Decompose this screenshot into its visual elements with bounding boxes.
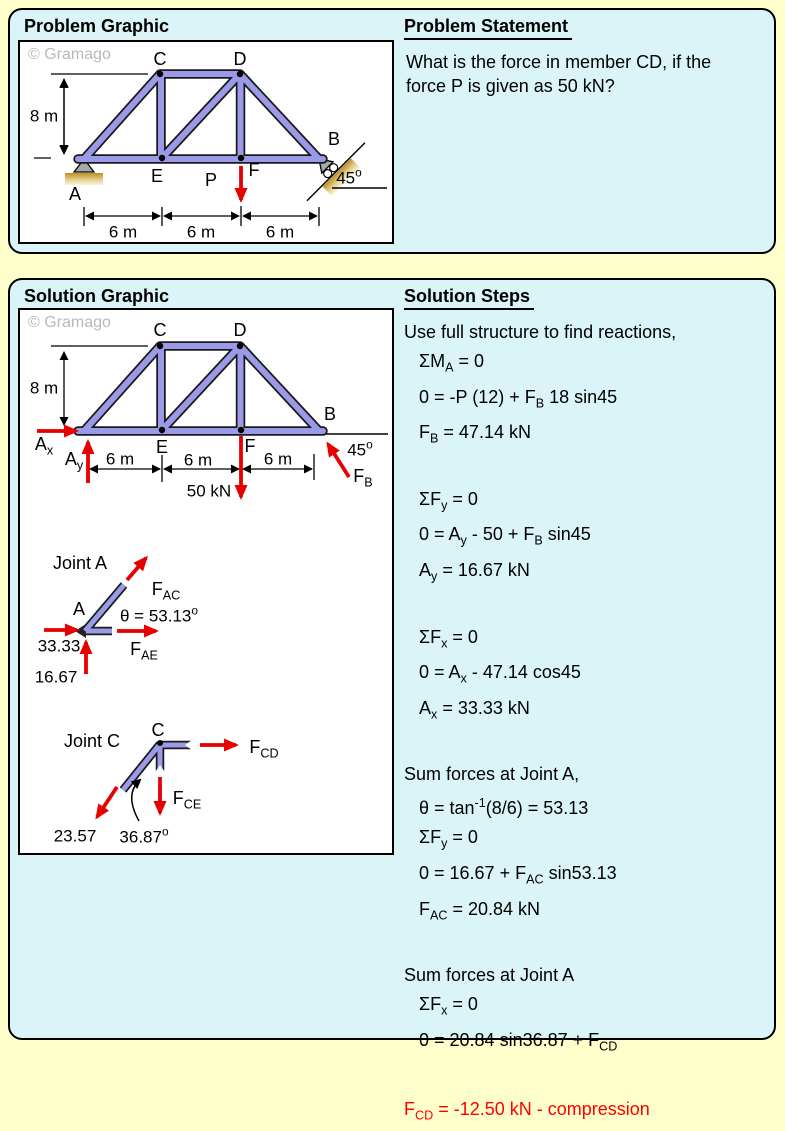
- span-6m-label-2: 6 m: [183, 450, 213, 470]
- dim-8m-label: 8 m: [29, 106, 59, 126]
- steps-block-reactions-moment: [404, 318, 774, 454]
- node-label-d: D: [233, 320, 247, 340]
- node-label-a: A: [68, 184, 82, 204]
- force-fce-label: $F_{CE}$: [172, 787, 202, 812]
- solution-graphic-title: Solution Graphic: [24, 286, 170, 306]
- node-label-c: C: [153, 49, 167, 69]
- reaction-ax-label: $A_x$: [34, 433, 54, 458]
- node-label-b: B: [327, 129, 341, 149]
- step-line: $\Sigma F_x = 0$: [419, 994, 478, 1018]
- step-header: Sum forces at Joint A,: [404, 764, 580, 785]
- force-fcd-label: $F_{CD}$: [249, 736, 279, 761]
- steps-block-fx: [404, 623, 774, 730]
- step-line: $0 = 16.67 + F_{AC}$ sin53.13: [419, 862, 617, 887]
- watermark: © Gramago: [28, 314, 111, 331]
- solution-truss-svg: [20, 310, 396, 857]
- step-line: 0 = -P $(12) + F_B$ 18 sin45: [419, 386, 618, 411]
- result-line: $F_{CD} = -12.50$ kN - compression: [404, 1099, 650, 1123]
- joint-c-fbd-shapes: [97, 740, 236, 821]
- problem-statement-title: Problem Statement: [404, 16, 572, 40]
- truss-members: [78, 346, 323, 431]
- step-line: $0 = A_y - 50 + F_B$ sin45: [419, 524, 591, 548]
- value-3333-label: 33.33: [37, 636, 81, 656]
- solution-graphic-box: [18, 308, 394, 855]
- angle-45-label: 45$^o$: [336, 165, 362, 188]
- reaction-fb-label: $F_B$: [353, 465, 373, 490]
- node-label-c: C: [153, 320, 167, 340]
- step-line: $\Sigma F_y = 0$: [419, 827, 478, 851]
- joint-c-node-label: C: [151, 720, 165, 740]
- solution-steps-title: Solution Steps: [404, 286, 534, 310]
- span-6m-label-3: 6 m: [265, 222, 295, 242]
- solution-steps: [404, 318, 774, 1131]
- node-label-e: E: [150, 166, 164, 186]
- node-label-e: E: [155, 437, 169, 457]
- angle-45-label: 45$^o$: [347, 437, 373, 460]
- step-line: $\theta = \tan^{-1}(8/6) = 53.13$: [419, 796, 589, 819]
- span-6m-label-1: 6 m: [105, 449, 135, 469]
- force-fac-label: $F_{AC}$: [151, 578, 181, 603]
- problem-graphic-box: [18, 40, 394, 244]
- problem-statement-text: [406, 50, 768, 98]
- problem-graphic-title: Problem Graphic: [24, 16, 170, 36]
- node-label-f: F: [248, 160, 260, 180]
- force-fae-label: $F_{AE}$: [130, 638, 158, 663]
- node-label-f: F: [244, 436, 256, 456]
- joint-c-title: Joint C: [63, 731, 121, 751]
- step-header: Use full structure to find reactions,: [404, 322, 677, 342]
- joint-a-title: Joint A: [52, 553, 108, 573]
- steps-block-joint-a-fx: [404, 961, 774, 1061]
- span-6m-label-1: 6 m: [108, 222, 138, 242]
- steps-block-joint-a: [404, 760, 774, 930]
- step-line: $\Sigma M_A = 0$: [419, 351, 485, 375]
- value-1667-label: 16.67: [34, 667, 78, 687]
- node-label-b: B: [323, 404, 337, 424]
- angle-3687-label: 36.87$^o$: [119, 824, 169, 847]
- steps-block-fy: [404, 485, 774, 592]
- truss-members: [78, 74, 323, 159]
- joint-a-node-label: A: [72, 599, 86, 619]
- load-50kn-label: 50 kN: [186, 481, 232, 501]
- step-line: $A_x = 33.33$ kN: [419, 697, 530, 722]
- solution-panel: [8, 278, 776, 1123]
- span-6m-label-2: 6 m: [186, 222, 216, 242]
- reaction-ay-label: $A_y$: [64, 448, 84, 473]
- problem-panel: [8, 8, 776, 254]
- watermark: © Gramago: [28, 46, 111, 63]
- step-header: Sum forces at Joint A: [404, 965, 575, 986]
- step-line: $\Sigma F_y = 0$: [419, 488, 478, 513]
- load-p-label: P: [204, 170, 218, 190]
- statement-line-2: force P is given as 50 kN?: [406, 76, 615, 96]
- value-2357-label: 23.57: [53, 826, 97, 846]
- step-line: $\Sigma F_x = 0$: [419, 626, 478, 651]
- span-6m-label-3: 6 m: [263, 449, 293, 469]
- dim-8m-label: 8 m: [29, 378, 59, 398]
- step-line: $0 = A_x - 47.14$ cos45: [419, 662, 581, 686]
- theta-label: $\theta = 53.13^o$: [120, 603, 198, 626]
- step-line: $F_{AC} = 20.84$ kN: [419, 898, 541, 923]
- statement-line-1: What is the force in member CD, if the: [406, 52, 712, 72]
- step-line: $A_y = 16.67$ kN: [419, 559, 530, 584]
- angle-arc-arrow: [132, 780, 140, 821]
- step-line: 0 = 20.84 $\sin 36.87 + F_{CD}$: [419, 1029, 618, 1054]
- node-label-d: D: [233, 49, 247, 69]
- step-line: $F_B = 47.14$ kN: [419, 422, 531, 446]
